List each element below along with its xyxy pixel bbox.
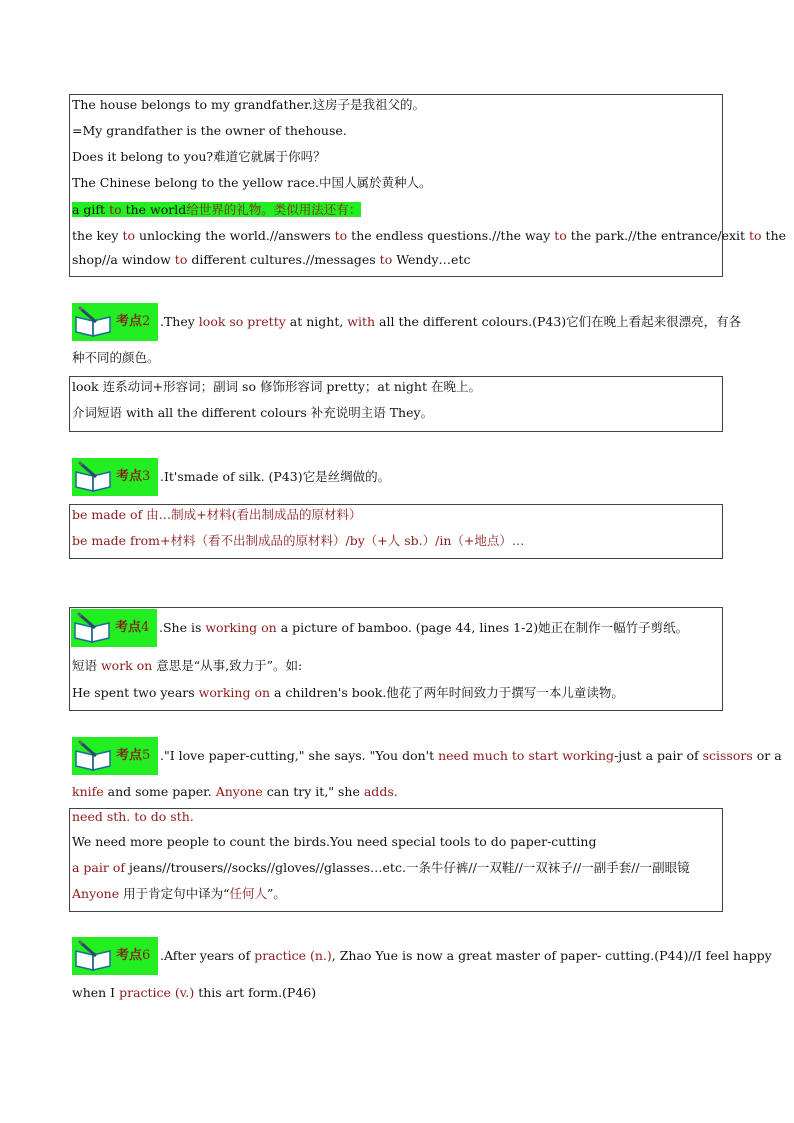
note-line: 介词短语 with all the different colours 补充说明主语 They。 xyxy=(72,405,434,420)
note-line: 短语 work on 意思是“从事,致力于”。如: xyxy=(72,658,303,673)
note-line: The house belongs to my grandfather.这房子是我祖父的。 xyxy=(72,97,426,112)
note-box-4 xyxy=(69,607,723,711)
keyword: to xyxy=(174,252,188,267)
keyword: to xyxy=(109,202,122,217)
keyword: to xyxy=(122,228,136,243)
note-line: need sth. to do sth. xyxy=(72,809,194,824)
exam-point-continuation: knife and some paper. Anyone can try it," she adds. xyxy=(72,784,398,799)
exam-point-label: 考点5 xyxy=(114,737,158,775)
keyword: to xyxy=(749,228,762,243)
text-fragment: different cultures.//messages xyxy=(187,252,380,267)
exam-point-4 xyxy=(69,609,723,647)
text-fragment: the xyxy=(761,228,787,243)
exam-point-6 xyxy=(70,937,772,975)
text-fragment: a gift xyxy=(72,202,110,217)
note-line: Anyone 用于肯定句中译为“任何人”。 xyxy=(72,886,286,901)
keyword: to xyxy=(334,228,348,243)
note-box-1 xyxy=(69,94,787,277)
note-line xyxy=(72,228,786,244)
exam-point-label: 考点2 xyxy=(114,303,158,341)
exam-point-label: 考点4 xyxy=(113,609,157,647)
book-pencil-icon xyxy=(72,737,114,775)
exam-point-label: 考点6 xyxy=(114,937,158,975)
note-box-5 xyxy=(69,808,723,912)
highlight-line xyxy=(72,202,361,218)
note-line: a pair of jeans//trousers//socks//gloves//glasses…etc.一条牛仔裤//一双鞋//一双袜子//一副手套//一副眼镜 xyxy=(72,860,690,875)
book-pencil-icon xyxy=(71,609,113,647)
note-box-3 xyxy=(69,504,723,559)
exam-point-2 xyxy=(70,303,742,341)
note-line: We need more people to count the birds.You need special tools to do paper-cutting xyxy=(72,834,597,849)
text-fragment: the endless questions.//the way xyxy=(347,228,555,243)
text-fragment: shop//a window xyxy=(72,252,175,267)
note-box-2 xyxy=(69,376,723,432)
text-fragment: Wendy…etc xyxy=(392,252,471,267)
exam-point-3 xyxy=(70,458,724,496)
book-pencil-icon xyxy=(72,937,114,975)
exam-point-continuation: 种不同的颜色。 xyxy=(72,350,160,365)
text-fragment: the park.//the entrance/exit xyxy=(566,228,750,243)
text-fragment: unlocking the world.//answers xyxy=(135,228,335,243)
book-pencil-icon xyxy=(72,458,114,496)
note-line xyxy=(72,252,470,268)
exam-point-label: 考点3 xyxy=(114,458,158,496)
keyword: 给世界的礼物。类似用法还有： xyxy=(186,202,362,217)
keyword: to xyxy=(379,252,393,267)
note-line: He spent two years working on a children's book.他花了两年时间致力于撰写一本儿童读物。 xyxy=(72,685,624,700)
exam-point-text: .They look so pretty at night, with all the different colours.(P43)它们在晚上看起来很漂亮，有各 xyxy=(160,314,742,329)
exam-point-text: .After years of practice (n.), Zhao Yue is now a great master of paper- cutting.(P44)//I feel happy xyxy=(160,948,772,963)
note-line: be made from+材料（看不出制成品的原材料）/by（+人 sb.）/in（+地点）… xyxy=(72,533,525,548)
text-fragment: the key xyxy=(72,228,123,243)
note-line: Does it belong to you?难道它就属于你吗？ xyxy=(72,149,326,164)
text-fragment: the world xyxy=(121,202,187,217)
exam-point-text: .It'smade of silk. (P43)它是丝绸做的。 xyxy=(160,469,391,484)
exam-point-text: ."I love paper-cutting," she says. "You don't need much to start working-just a pair of scissors or a xyxy=(160,748,782,763)
exam-point-5 xyxy=(70,737,782,775)
note-line: The Chinese belong to the yellow race.中国人属於黄种人。 xyxy=(72,175,432,190)
exam-point-continuation: when I practice (v.) this art form.(P46) xyxy=(72,985,317,1000)
keyword: to xyxy=(554,228,567,243)
exam-point-text: .She is working on a picture of bamboo. (page 44, lines 1-2)她正在制作一幅竹子剪纸。 xyxy=(159,620,689,635)
note-line: =My grandfather is the owner of thehouse. xyxy=(72,123,347,138)
note-line: look 连系动词+形容词；副词 so 修饰形容词 pretty；at night 在晚上。 xyxy=(72,379,481,394)
note-line: be made of 由…制成+材料(看出制成品的原材料） xyxy=(72,507,362,522)
book-pencil-icon xyxy=(72,303,114,341)
